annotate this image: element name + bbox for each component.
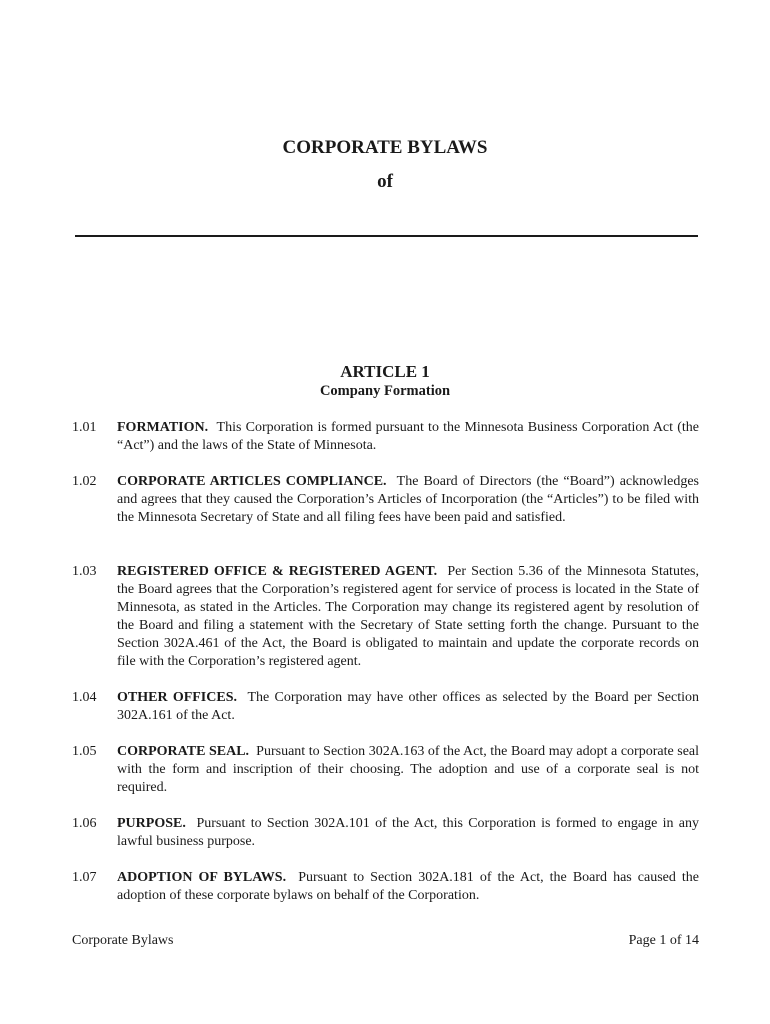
section-number: 1.05 [72,744,97,759]
article-heading: ARTICLE 1 [340,362,430,381]
section-1-03 [72,563,699,671]
section-1-01 [72,419,699,455]
section-heading: REGISTERED OFFICE & REGISTERED AGENT. [117,564,438,579]
footer-document-name: Corporate Bylaws [72,933,174,948]
section-text: Per Section 5.36 of the Minnesota Statutes, the Board agrees that the Corporation’s registered agent for service of process is located in the State of Minnesota, as stated in the Articles. The Corporation may change its registered agent by resolution of the Board and filing a statement with the Secretary of State setting forth the change. Pursuant to the Section 302A.461 of the Act, the Board is obligated to maintain and update the corporate records on file with the Corporation’s registered agent. [117,564,699,669]
section-text: Pursuant to Section 302A.163 of the Act, the Board may adopt a corporate seal with the form and inscription of their choosing. The adoption and use of a corporate seal is not required. [117,744,700,795]
section-number: 1.02 [72,474,97,489]
section-heading: ADOPTION OF BYLAWS. [117,870,287,885]
section-text: Pursuant to Section 302A.181 of the Act, the Board has caused the adoption of these corporate bylaws on behalf of the Corporation. [117,870,700,903]
section-number: 1.03 [72,564,97,579]
section-text: The Board of Directors (the “Board”) acknowledges and agrees that they caused the Corporation’s Articles of Incorporation (the “Articles”) to be filed with the Minnesota Secretary of State and all filing fees have been paid and satisfied. [117,474,700,525]
section-text: The Corporation may have other offices as selected by the Board per Section 302A.161 of the Act. [117,690,699,723]
section-number: 1.01 [72,420,97,435]
section-heading: OTHER OFFICES. [117,690,237,705]
section-number: 1.06 [72,816,97,831]
section-text: This Corporation is formed pursuant to the Minnesota Business Corporation Act (the “Act”) and the laws of the State of Minnesota. [117,420,699,453]
section-number: 1.04 [72,690,97,705]
corporation-name-blank-line [75,235,698,237]
section-1-06 [72,815,699,851]
article-subheading: Company Formation [319,383,451,399]
section-1-05 [72,743,699,797]
section-heading: CORPORATE SEAL. [117,744,250,759]
section-heading: PURPOSE. [117,816,186,831]
document-title: CORPORATE BYLAWS [282,137,488,158]
section-heading: FORMATION. [117,420,209,435]
section-1-07 [72,869,699,905]
document-of-line: of [377,171,393,192]
section-number: 1.07 [72,870,97,885]
section-text: Pursuant to Section 302A.101 of the Act, this Corporation is formed to engage in any lawful business purpose. [117,816,700,849]
footer-page-number: Page 1 of 14 [628,933,699,948]
section-1-02 [72,473,699,527]
section-1-04 [72,689,699,725]
section-heading: CORPORATE ARTICLES COMPLIANCE. [117,474,387,489]
